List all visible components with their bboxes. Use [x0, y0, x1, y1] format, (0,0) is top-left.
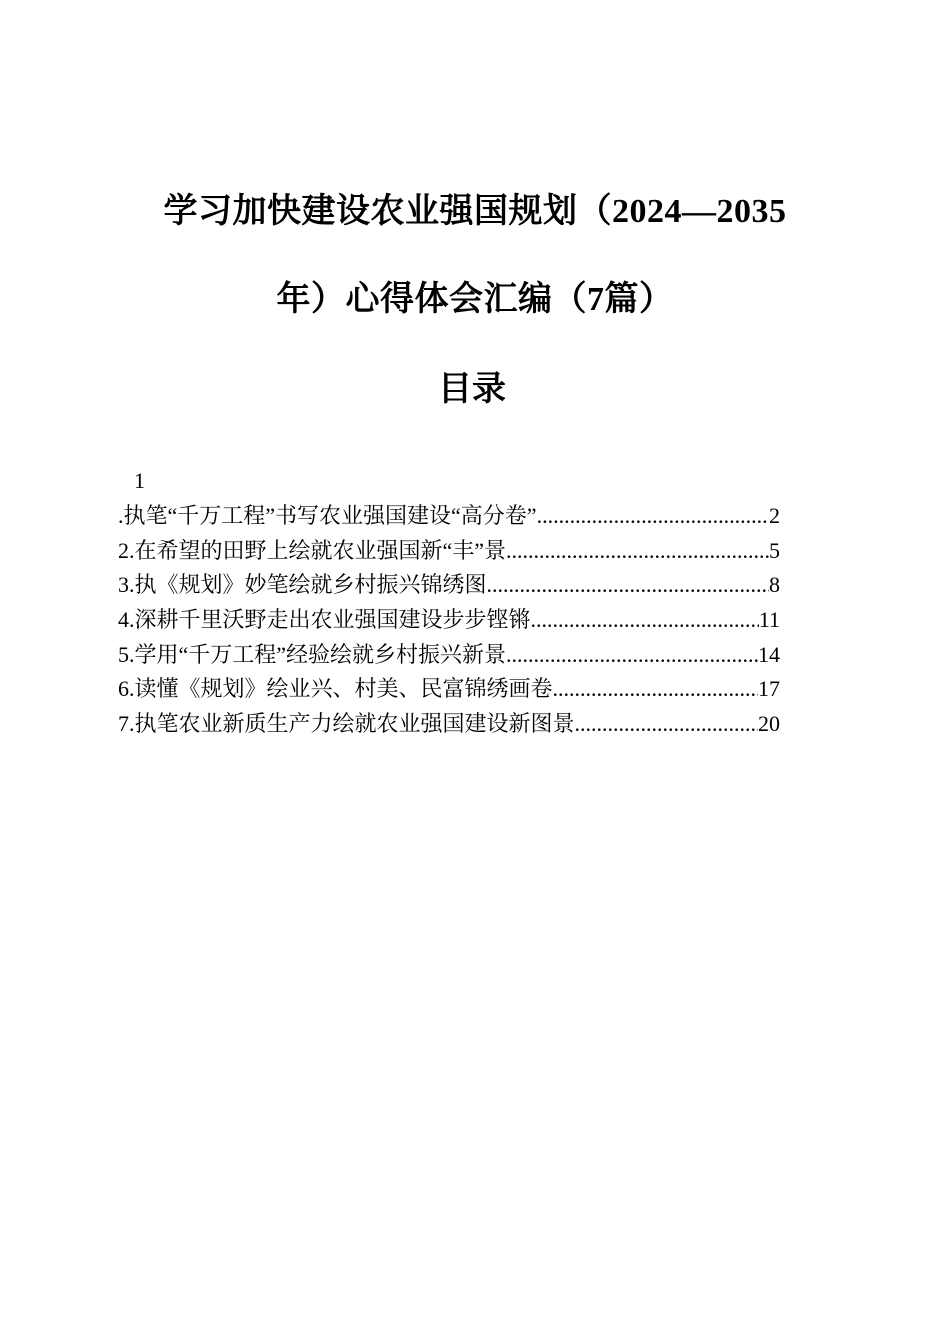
toc-entry-title: 在希望的田野上绘就农业强国新“丰”景	[134, 537, 507, 563]
toc-entry-title: 深耕千里沃野走出农业强国建设步步铿锵	[134, 607, 531, 633]
toc-page-number: 20	[758, 711, 780, 737]
toc-entry-number: 3.	[118, 572, 135, 598]
title-line-2: 年）心得体会汇编（7篇）	[276, 281, 674, 318]
toc-leader-dots	[537, 499, 769, 534]
toc-entry-number: 5.	[118, 641, 135, 667]
toc-leader-dots	[575, 707, 758, 742]
toc-page-number: 8	[769, 572, 780, 598]
toc-page-number: 11	[758, 607, 780, 633]
toc-entry-1[interactable]	[118, 499, 780, 534]
toc-entry-title: 执笔农业新质生产力绘就农业强国建设新图景	[134, 711, 575, 737]
toc-entry-title: .执笔“千万工程”书写农业强国建设“高分卷”	[118, 503, 537, 528]
toc-entry-3[interactable]	[118, 568, 780, 603]
toc-entry-title: 学用“千万工程”经验绘就乡村振兴新景	[134, 641, 507, 667]
toc-leader-dots	[506, 638, 758, 673]
toc-entry-2[interactable]	[118, 534, 780, 569]
toc-entry-number: 2.	[118, 537, 135, 563]
toc-leader-dots	[531, 603, 759, 638]
table-of-contents	[118, 463, 780, 742]
toc-entry-number: 7.	[118, 711, 135, 737]
toc-entry-6[interactable]	[118, 672, 780, 707]
toc-entry-4[interactable]	[118, 603, 780, 638]
toc-page-number: 17	[758, 676, 780, 702]
toc-entry-1-number: 1	[134, 468, 145, 493]
document-title	[120, 168, 830, 344]
toc-leader-dots	[553, 672, 758, 707]
toc-entry-5[interactable]	[118, 638, 780, 673]
toc-heading: 目录	[438, 371, 506, 408]
toc-leader-dots	[506, 534, 769, 569]
toc-entry-title: 执《规划》妙笔绘就乡村振兴锦绣图	[134, 572, 487, 598]
toc-page-number: 5	[769, 537, 780, 563]
toc-page-number: 14	[758, 641, 780, 667]
toc-entry-title: 读懂《规划》绘业兴、村美、民富锦绣画卷	[134, 676, 553, 702]
toc-entry-7[interactable]	[118, 707, 780, 742]
toc-entry-number: 6.	[118, 676, 135, 702]
toc-leader-dots	[487, 568, 769, 603]
title-line-1: 学习加快建设农业强国规划（2024—2035	[163, 193, 787, 230]
toc-entry-number: 4.	[118, 607, 135, 633]
toc-page-number: 2	[769, 503, 780, 528]
